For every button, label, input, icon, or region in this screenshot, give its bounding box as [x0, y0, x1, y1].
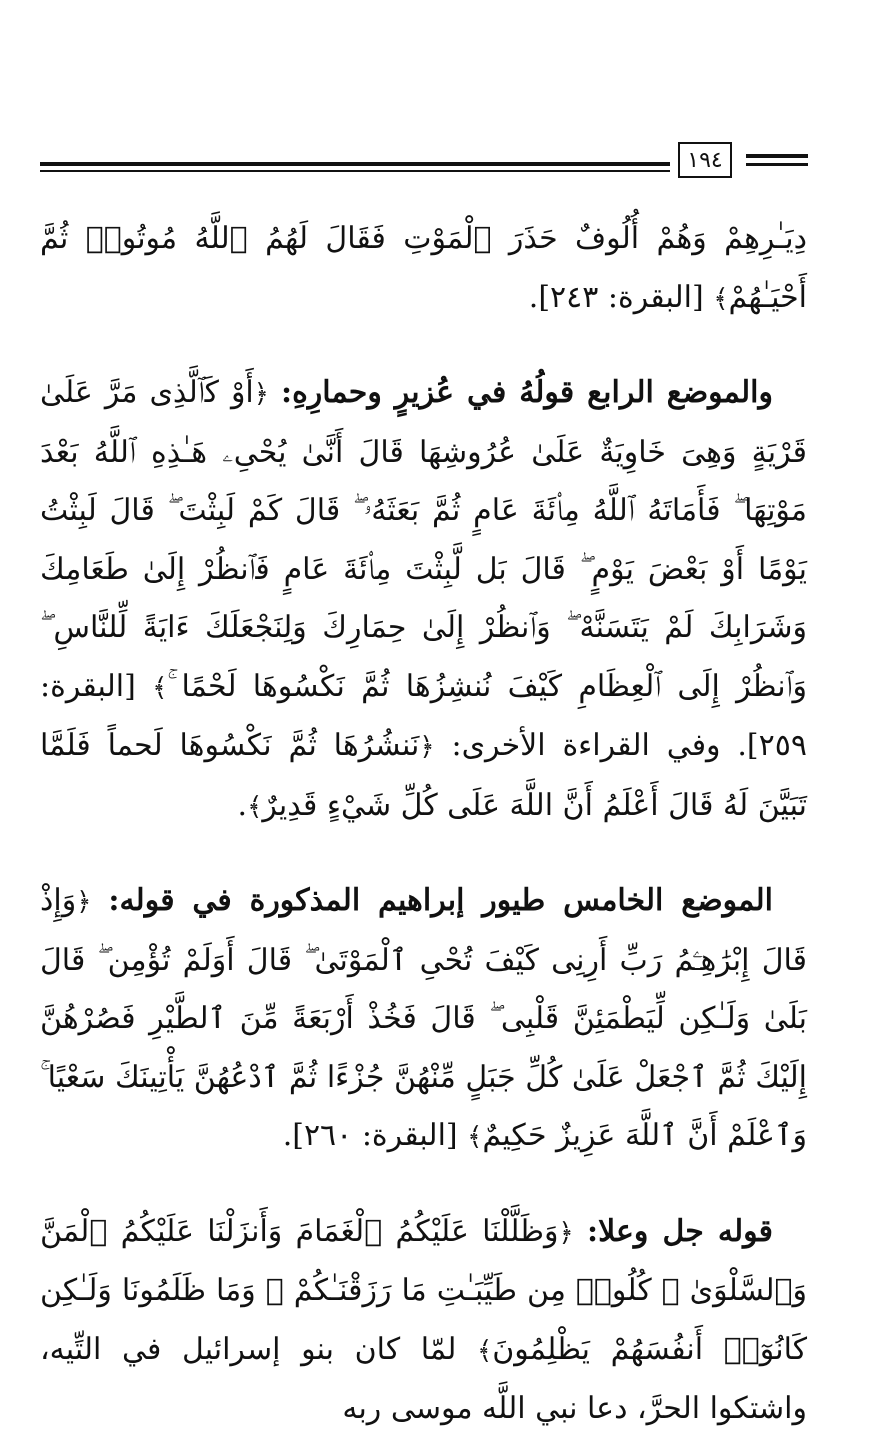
verse-close-bracket: ﴾ [477, 1335, 493, 1366]
verse-text: نَنشُرُهَا ثُمَّ نَكْسُوهَا لَحماً فَلَمَّا تَبَيَّنَ لَهُ قَالَ أَعْلَمُ أَنَّ اللَّهَ عَلَى كُلِّ شَيْءٍ قَدِيرٌ [40, 728, 807, 823]
verse-close-bracket: ﴾ [247, 791, 263, 822]
verse-text: وَإِذْ قَالَ إِبْرَٰهِـۧمُ رَبِّ أَرِنِى كَيْفَ تُحْىِ ٱلْمَوْتَىٰ ۖ قَالَ أَوَلَمْ تُؤْمِن ۖ قَالَ بَلَىٰ وَلَـٰكِن لِّيَطْمَئِنَّ قَلْبِى ۖ قَالَ فَخُذْ أَرْبَعَةً مِّنَ ٱلطَّيْرِ فَصُرْهُنَّ إِلَيْكَ ثُمَّ ٱجْعَلْ عَلَىٰ كُلِّ جَبَلٍ مِّنْهُنَّ جُزْءًا ثُمَّ ٱدْعُهُنَّ يَأْتِينَكَ سَعْيًا ۚ وَٱعْلَمْ أَنَّ ٱللَّهَ عَزِيزٌ حَكِيمٌ [40, 883, 807, 1153]
header-rule-short-thin [746, 163, 808, 166]
section-lead: الموضع الخامس طيور إبراهيم المذكورة في قوله: [108, 883, 773, 918]
verse-close-bracket: ﴾ [467, 1122, 483, 1152]
sentence-end: . [237, 787, 248, 823]
verse-open-bracket: ﴿ [419, 732, 435, 762]
verse-close-bracket: ﴾ [152, 672, 168, 703]
verse-open-bracket: ﴿ [558, 1217, 574, 1248]
paragraph-ibrahim-birds [40, 872, 807, 1167]
verse-close-bracket: ﴾ [713, 283, 729, 314]
page-header [40, 138, 810, 188]
verse-reference: [البقرة: ٢٤٣]. [528, 279, 704, 315]
verse-text: دِيَـٰرِهِمْ وَهُمْ أُلُوفٌ حَذَرَ ٱلْمَوْتِ فَقَالَ لَهُمُ ٱللَّهُ مُوتُوا۟ ثُمَّ أَحْيَـٰهُمْ [40, 221, 807, 315]
verse-reference: [البقرة: ٢٥٩]. وفي القراءة الأخرى: [40, 668, 807, 763]
paragraph-continuation [40, 210, 807, 328]
quran-verse [40, 883, 807, 1153]
section-lead: قوله جل وعلا: [587, 1213, 773, 1249]
verse-open-bracket: ﴿ [253, 379, 270, 409]
header-rule-short-thick [746, 154, 808, 158]
verse-text: وَظَلَّلْنَا عَلَيْكُمُ ٱلْغَمَامَ وَأَنزَلْنَا عَلَيْكُمُ ٱلْمَنَّ وَٱلسَّلْوَىٰ ۖ كُلُوا۟ مِن طَيِّبَـٰتِ مَا رَزَقْنَـٰكُمْ ۖ وَمَا ظَلَمُونَا وَلَـٰكِن كَانُوٓا۟ أَنفُسَهُمْ يَظْلِمُونَ [40, 1213, 808, 1367]
paragraph-manna [40, 1203, 807, 1439]
verse-reference: [البقرة: ٢٦٠]. [282, 1118, 458, 1153]
verse-text: أَوْ كَٱلَّذِى مَرَّ عَلَىٰ قَرْيَةٍ وَهِىَ خَاوِيَةٌ عَلَىٰ عُرُوشِهَا قَالَ أَنَّىٰ يُحْىِۦ هَـٰذِهِ ٱللَّهُ بَعْدَ مَوْتِهَا ۖ فَأَمَاتَهُ ٱللَّهُ مِا۟ئَةَ عَامٍ ثُمَّ بَعَثَهُۥ ۖ قَالَ كَمْ لَبِثْتَ ۖ قَالَ لَبِثْتُ يَوْمًا أَوْ بَعْضَ يَوْمٍ ۖ قَالَ بَل لَّبِثْتَ مِا۟ئَةَ عَامٍ فَٱنظُرْ إِلَىٰ طَعَامِكَ وَشَرَابِكَ لَمْ يَتَسَنَّهْ ۖ وَٱنظُرْ إِلَىٰ حِمَارِكَ وَلِنَجْعَلَكَ ءَايَةً لِّلنَّاسِ ۖ وَٱنظُرْ إِلَى ٱلْعِظَامِ كَيْفَ نُنشِزُهَا ثُمَّ نَكْسُوهَا لَحْمًا ۚ [40, 375, 807, 704]
verse-open-bracket: ﴿ [76, 887, 92, 917]
quran-verse [40, 375, 807, 704]
commentary-text: لمّا كان بنو إسرائيل في التِّيه، واشتكوا الحرَّ، دعا نبي اللَّه موسى ربه [40, 1331, 807, 1426]
section-lead: والموضع الرابع قولُهُ في عُزيرٍ وحمارِهِ: [281, 375, 773, 410]
page-number: ١٩٤ [678, 142, 732, 178]
header-rule-thin [40, 170, 670, 172]
body-text [40, 210, 807, 1439]
header-rule-thick [40, 162, 670, 166]
paragraph-uzair [40, 364, 807, 836]
